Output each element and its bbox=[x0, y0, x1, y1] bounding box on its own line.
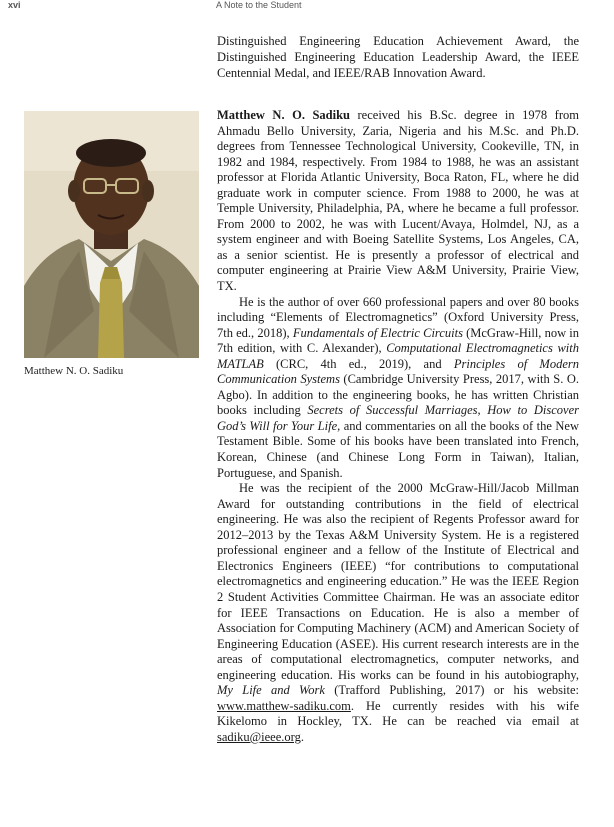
email-link[interactable]: sadiku@ieee.org bbox=[217, 729, 301, 744]
author-photo bbox=[24, 111, 199, 358]
author-biography bbox=[217, 108, 579, 745]
book-title: How to Discover God’s Will for Your Life bbox=[217, 403, 579, 433]
author-portrait-illustration bbox=[24, 111, 199, 358]
intro-paragraph: Distinguished Engineering Education Achievement Award, the Distinguished Engineering Education Leadership Award, the IEEE Centennial Medal, and IEEE/RAB Innovation Award. bbox=[217, 34, 579, 80]
website-link[interactable]: www.matthew-sadiku.com bbox=[217, 698, 351, 713]
bio-paragraph-1: Matthew N. O. Sadiku received his B.Sc. degree in 1978 from Ahmadu Bello University, Zaria, Nigeria and his M.Sc. and Ph.D. degrees from Tennessee Technological University, Cookeville, TN, in 1982 and 1984, respectively. From 1984 to 1988, he was an assistant professor at Florida Atlantic University, Boca Raton, FL, where he did graduate work in computer science. From 1988 to 2000, he was at Temple University, Philadelphia, PA, where he became a full professor. From 2000 to 2002, he was with Lucent/Avaya, Holmdel, NJ, as a system engineer and with Boeing Satellite Systems, Los Angeles, CA, as a senior scientist. He is presently a professor of electrical and computer engineering at Prairie View A&M University, Prairie View, TX. bbox=[217, 108, 579, 294]
page-number: xvi bbox=[8, 0, 21, 10]
book-title: My Life and Work bbox=[217, 683, 325, 698]
book-title: Fundamentals of Electric Circuits bbox=[292, 325, 463, 340]
book-title: Computational Electromagnetics with MATLAB bbox=[217, 341, 579, 371]
bio-paragraph-3: He was the recipient of the 2000 McGraw-Hill/Jacob Millman Award for outstanding contributions in the field of electrical engineering. He was also the recipient of Regents Professor award for 2012–2013 by the Texas A&M University System. He is a registered professional engineer and a fellow of the Institute of Electrical and Electronics Engineers (IEEE) “for contributions to computational electromagnetics and engineering education.” He was the IEEE Region 2 Student Activities Committee Chairman. He was an associate editor for IEEE Transactions on Education. He is also a member of Association for Computing Machinery (ACM) and American Society of Engineering Education (ASEE). His current research interests are in the areas of computational electromagnetics, computer networks, and engineering education. His works can be found in his autobiography, My Life and Work (Trafford Publishing, 2017) or his website: www.matthew-sadiku.com. He currently resides with his wife Kikelomo in Hockley, TX. He can be reached via email at sadiku@ieee.org. bbox=[217, 481, 579, 744]
bio-paragraph-2: He is the author of over 660 professional papers and over 80 books including “Elements of Electromagnetics” (Oxford University Press, 7th ed., 2018), Fundamentals of Electric Circuits (McGraw-Hill, now in 7th edition, with C. Alexander), Computational Electromagnetics with MATLAB (CRC, 4th ed., 2019), and Principles of Modern Communication Systems (Cambridge University Press, 2017, with S. O. Agbo). In addition to the engineering books, he has written Christian books including Secrets of Successful Marriages, How to Discover God’s Will for Your Life, and commentaries on all the books of the New Testament Bible. Some of his books have been translated into French, Korean, Chinese (and Chinese Long Form in Taiwan), Italian, Portuguese, and Spanish. bbox=[217, 294, 580, 480]
book-title: Secrets of Successful Marriages bbox=[307, 403, 478, 418]
running-title: A Note to the Student bbox=[216, 0, 302, 10]
book-title: Principles of Modern Communication Systems bbox=[217, 356, 579, 387]
photo-caption: Matthew N. O. Sadiku bbox=[24, 365, 124, 377]
author-name: Matthew N. O. Sadiku bbox=[217, 108, 350, 122]
running-head bbox=[8, 0, 302, 10]
